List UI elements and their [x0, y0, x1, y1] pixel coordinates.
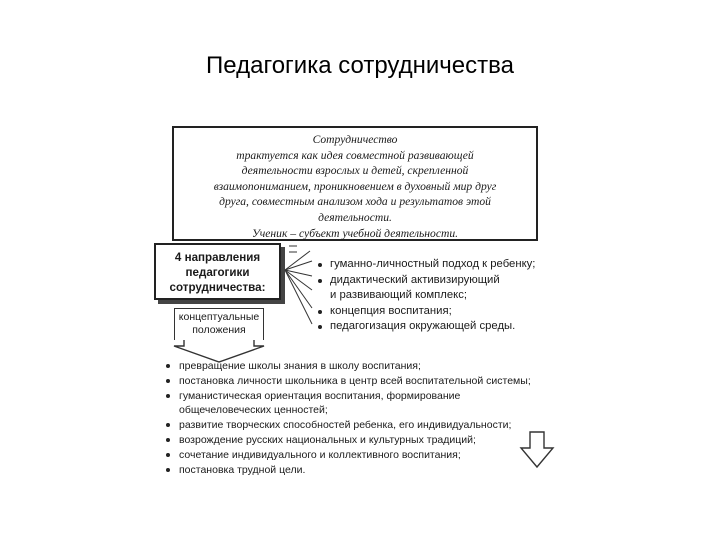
bullet-icon [318, 279, 322, 283]
bullet-icon [166, 379, 170, 383]
bullet-icon [318, 310, 322, 314]
list-item-text: и развивающий комплекс; [330, 289, 468, 302]
bullet-icon [318, 325, 322, 329]
bullet-icon [166, 453, 170, 457]
list-item [317, 273, 579, 289]
definition-line: деятельности взрослых и детей, скрепленной [241, 164, 469, 178]
definition-line: Ученик – субъект учебной деятельности. [251, 226, 459, 240]
bullet-icon [166, 364, 170, 368]
principles-list [164, 359, 574, 477]
list-item [317, 319, 579, 335]
concept-line: концептуальные [178, 311, 260, 323]
bullet-icon [166, 468, 170, 472]
scheme-diagram [150, 118, 580, 478]
list-item-text: развитие творческих способностей ребенка, его индивидуальности; [179, 419, 512, 432]
list-item [164, 374, 574, 389]
list-item-text: превращение школы знания в школу воспитания; [179, 360, 421, 372]
concept-line: положения [192, 324, 246, 336]
list-item [164, 448, 574, 463]
bullet-icon [318, 263, 322, 267]
list-item-text: педагогизация окружающей среды. [330, 320, 516, 333]
connector-line [285, 261, 312, 270]
bullet-icon [166, 394, 170, 398]
directions-list [317, 257, 579, 335]
definition-line: друга, совместным анализом хода и результатов этой [219, 195, 491, 209]
list-item-text: общечеловеческих ценностей; [179, 404, 328, 417]
connector-line [285, 270, 312, 308]
list-item-text: дидактический активизирующий [330, 273, 500, 286]
list-item-text: гуманно-личностный подход к ребенку; [330, 258, 536, 270]
slide-title: Педагогика сотрудничества [206, 52, 514, 79]
list-item [317, 257, 579, 273]
definition-line: взаимопониманием, проникновением в духовный мир друг [213, 179, 497, 193]
list-item-text: возрождение русских национальных и культурных традиций; [179, 433, 476, 446]
list-item [164, 389, 574, 404]
directions-line: 4 направления [174, 251, 261, 264]
list-item-text: сочетание индивидуального и коллективного воспитания; [179, 448, 461, 461]
list-item [164, 418, 574, 433]
connector-line [285, 251, 310, 270]
list-item [317, 304, 579, 320]
directions-line: педагогики [185, 266, 250, 279]
list-item [164, 359, 574, 374]
list-item-text: постановка трудной цели. [179, 463, 306, 476]
list-item [164, 463, 574, 478]
directions-line: сотрудничества: [169, 281, 266, 294]
bullet-icon [166, 438, 170, 442]
list-item [164, 403, 574, 418]
list-item [317, 288, 579, 304]
arrow-tick-icon [289, 246, 297, 252]
definition-line: трактуется как идея совместной развивающей [236, 148, 474, 162]
definition-line: деятельности. [318, 210, 392, 224]
list-item-text: концепция воспитания; [330, 304, 452, 317]
connector-line [285, 270, 312, 324]
list-item [164, 433, 574, 448]
definition-line: Сотрудничество [312, 133, 398, 146]
bullet-icon [166, 423, 170, 427]
list-item-text: гуманистическая ориентация воспитания, формирование [179, 389, 461, 402]
list-item-text: постановка личности школьника в центр всей воспитательной системы; [179, 374, 531, 387]
